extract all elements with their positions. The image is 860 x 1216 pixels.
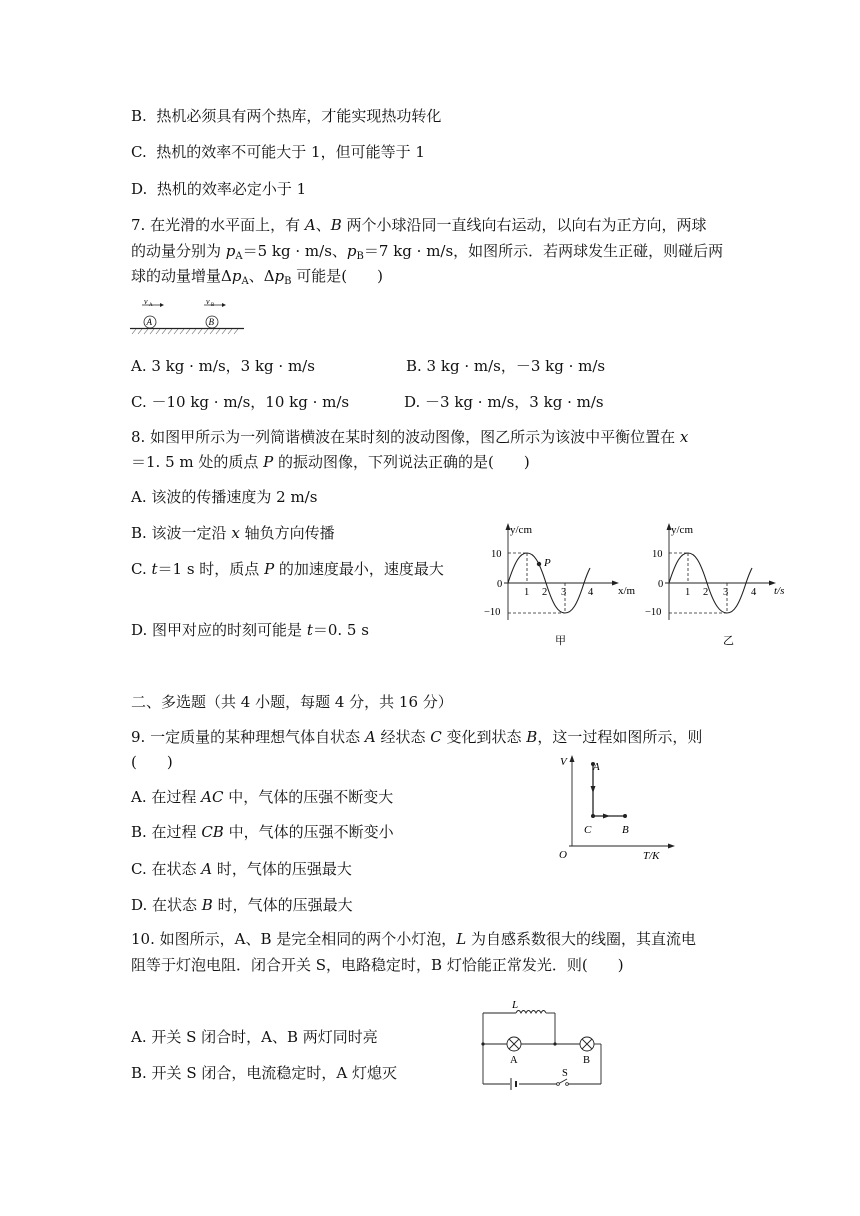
q8-option-b: B. 该波一定沿 x 轴负方向传播 [131, 524, 335, 542]
wave-graph-jia [482, 520, 637, 648]
q10-stem-line2: 阻等于灯泡电阻．闭合开关 S，电路稳定时，B 灯恰能正常发光．则( ) [131, 956, 624, 974]
q10-stem-line1: 10. 如图所示，A、B 是完全相同的两个小灯泡，L 为自感系数很大的线圈，其直流电 [131, 930, 696, 948]
circuit-diagram [478, 994, 608, 1092]
q7-option-d: D. －3 kg · m/s，3 kg · m/s [404, 393, 604, 411]
q7-balls-figure [128, 298, 248, 336]
section-title: 二、多选题（共 4 小题，每题 4 分，共 16 分） [131, 693, 453, 711]
state-c: C [584, 824, 592, 836]
q6-option-b: B. 热机必须具有两个热库，才能实现热功转化 [131, 107, 442, 125]
svg-text:3: 3 [723, 587, 729, 598]
svg-text:P: P [544, 557, 551, 569]
q9-stem-line1: 9. 一定质量的某种理想气体自状态 A 经状态 C 变化到状态 B，这一过程如图所示，则 [131, 728, 703, 746]
q8-option-d: D. 图甲对应的时刻可能是 t＝0. 5 s [131, 621, 369, 639]
svg-text:3: 3 [561, 587, 567, 598]
svg-text:B: B [211, 303, 215, 308]
caption-yi: 乙 [723, 635, 734, 647]
label-b: B [583, 1055, 591, 1066]
q6-option-c: C. 热机的效率不可能大于 1，但可能等于 1 [131, 143, 425, 161]
q8-option-c: C. t＝1 s 时，质点 P 的加速度最小，速度最大 [131, 560, 444, 578]
svg-text:−10: −10 [484, 607, 501, 618]
svg-text:2: 2 [703, 587, 709, 598]
origin-label: O [559, 849, 567, 861]
vt-graph [555, 752, 680, 864]
svg-text:A: A [146, 317, 152, 327]
x-axis-label: x/m [618, 585, 636, 597]
q7-option-c: C. －10 kg · m/s，10 kg · m/s [131, 393, 350, 411]
svg-text:1: 1 [524, 587, 530, 598]
q9-option-c: C. 在状态 A 时，气体的压强最大 [131, 860, 352, 878]
q7-va-label: v [144, 298, 148, 306]
q9-stem-line2: ( ) [131, 753, 173, 771]
q8-stem-line2: ＝1. 5 m 处的质点 P 的振动图像，下列说法正确的是( ) [131, 453, 530, 471]
svg-text:2: 2 [542, 587, 548, 598]
svg-text:A: A [149, 303, 153, 308]
q7-stem-line3: 球的动量增量$\Delta p_A$、$\Delta p_B$ 可能是( ) [131, 267, 383, 287]
t-axis-label: t/s [774, 585, 785, 597]
q8-option-a: A. 该波的传播速度为 2 m/s [131, 488, 318, 506]
label-s: S [562, 1068, 568, 1079]
label-l: L [512, 999, 519, 1011]
v-label: V [560, 756, 567, 768]
point-p [537, 562, 541, 566]
q7-option-a: A. 3 kg · m/s，3 kg · m/s [131, 357, 315, 375]
t-label: T/K [643, 850, 660, 862]
svg-text:B: B [208, 317, 214, 327]
svg-text:4: 4 [751, 587, 757, 598]
q7-option-b: B. 3 kg · m/s，－3 kg · m/s [406, 357, 606, 375]
q9-option-d: D. 在状态 B 时，气体的压强最大 [131, 896, 353, 914]
q10-option-a: A. 开关 S 闭合时，A、B 两灯同时亮 [131, 1028, 378, 1046]
y-axis-label: y/cm [671, 524, 693, 536]
svg-text:0: 0 [497, 579, 503, 590]
svg-text:0: 0 [658, 579, 664, 590]
q6-option-d: D. 热机的效率必定小于 1 [131, 180, 307, 198]
svg-text:4: 4 [588, 587, 594, 598]
y-axis-label: y/cm [510, 524, 532, 536]
svg-text:10: 10 [652, 549, 663, 560]
state-a: A [593, 761, 600, 773]
inductor-coil [516, 1011, 546, 1014]
q9-option-a: A. 在过程 AC 中，气体的压强不断变大 [131, 788, 394, 806]
svg-text:10: 10 [491, 549, 502, 560]
q7-vb-label: v [206, 298, 210, 306]
q8-stem-line1: 8. 如图甲所示为一列简谐横波在某时刻的波动图像，图乙所示为该波中平衡位置在 x [131, 428, 689, 446]
q10-option-b: B. 开关 S 闭合，电流稳定时，A 灯熄灭 [131, 1064, 397, 1082]
svg-text:−10: −10 [645, 607, 662, 618]
label-a: A [510, 1055, 518, 1066]
q7-stem-line2: 的动量分别为 $p_A=5$ kg · m/s、$p_B=7$ kg · m/s，如图所示．若两球发生正碰，则碰后两 [131, 242, 724, 262]
state-b: B [622, 824, 629, 836]
vibration-graph-yi [643, 520, 793, 648]
q7-stem-line1: 7. 在光滑的水平面上，有 A、B 两个小球沿同一直线向右运动，以向右为正方向，两球 [131, 216, 707, 234]
q9-option-b: B. 在过程 CB 中，气体的压强不断变小 [131, 823, 394, 841]
svg-text:1: 1 [685, 587, 691, 598]
caption-jia: 甲 [555, 635, 566, 647]
